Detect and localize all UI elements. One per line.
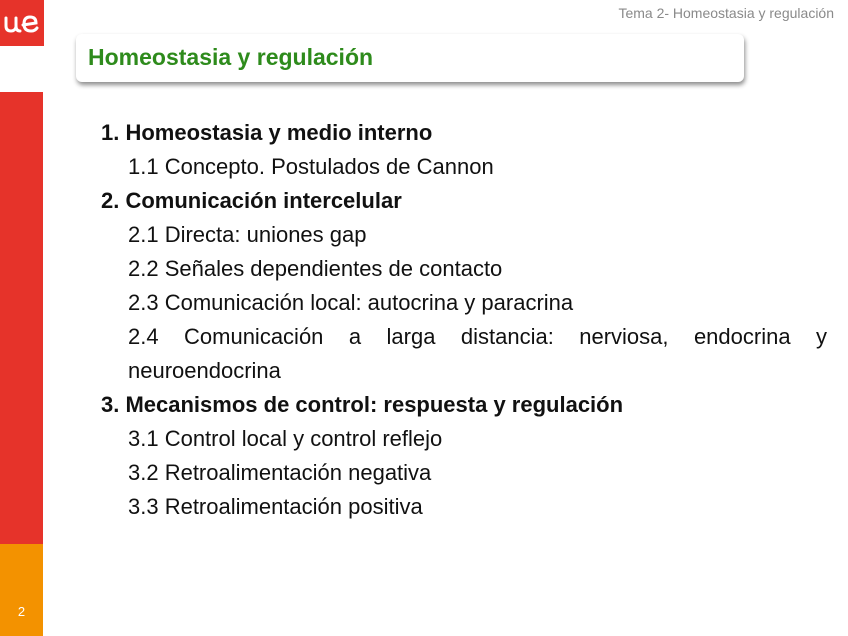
- side-band-red: [0, 92, 43, 544]
- section-heading: 2. Comunicación intercelular: [101, 188, 402, 213]
- subsection-item: 2.1 Directa: uniones gap: [128, 222, 367, 247]
- page-number: 2: [17, 604, 26, 619]
- word: Comunicación: [184, 324, 324, 349]
- section-heading: 3. Mecanismos de control: respuesta y regulación: [101, 392, 624, 417]
- subsection-item-continuation: neuroendocrina: [128, 358, 281, 383]
- side-band-orange: [0, 544, 43, 636]
- section-heading: 1. Homeostasia y medio interno: [101, 120, 433, 145]
- slide-title: Homeostasia y regulación: [88, 44, 374, 70]
- word: 2.4: [128, 324, 159, 349]
- subsection-item: 2.2 Señales dependientes de contacto: [128, 256, 503, 281]
- word: a: [348, 324, 362, 349]
- topic-header: Tema 2- Homeostasia y regulación: [618, 5, 834, 21]
- subsection-item-justified: [101, 320, 827, 354]
- word: larga: [386, 324, 436, 349]
- word: y: [816, 324, 827, 349]
- subsection-item: 3.3 Retroalimentación positiva: [128, 494, 423, 519]
- word: endocrina: [693, 324, 791, 349]
- word: distancia:: [460, 324, 554, 349]
- slide-title-box: [76, 34, 744, 82]
- subsection-item: 2.3 Comunicación local: autocrina y paracrina: [128, 290, 574, 315]
- subsection-item: 1.1 Concepto. Postulados de Cannon: [128, 154, 494, 179]
- subsection-item: 3.2 Retroalimentación negativa: [128, 460, 432, 485]
- word: nerviosa,: [579, 324, 669, 349]
- ue-logo-icon: [3, 10, 41, 36]
- university-logo: [0, 0, 44, 46]
- topic-outline: [101, 116, 827, 524]
- subsection-item: 3.1 Control local y control reflejo: [128, 426, 443, 451]
